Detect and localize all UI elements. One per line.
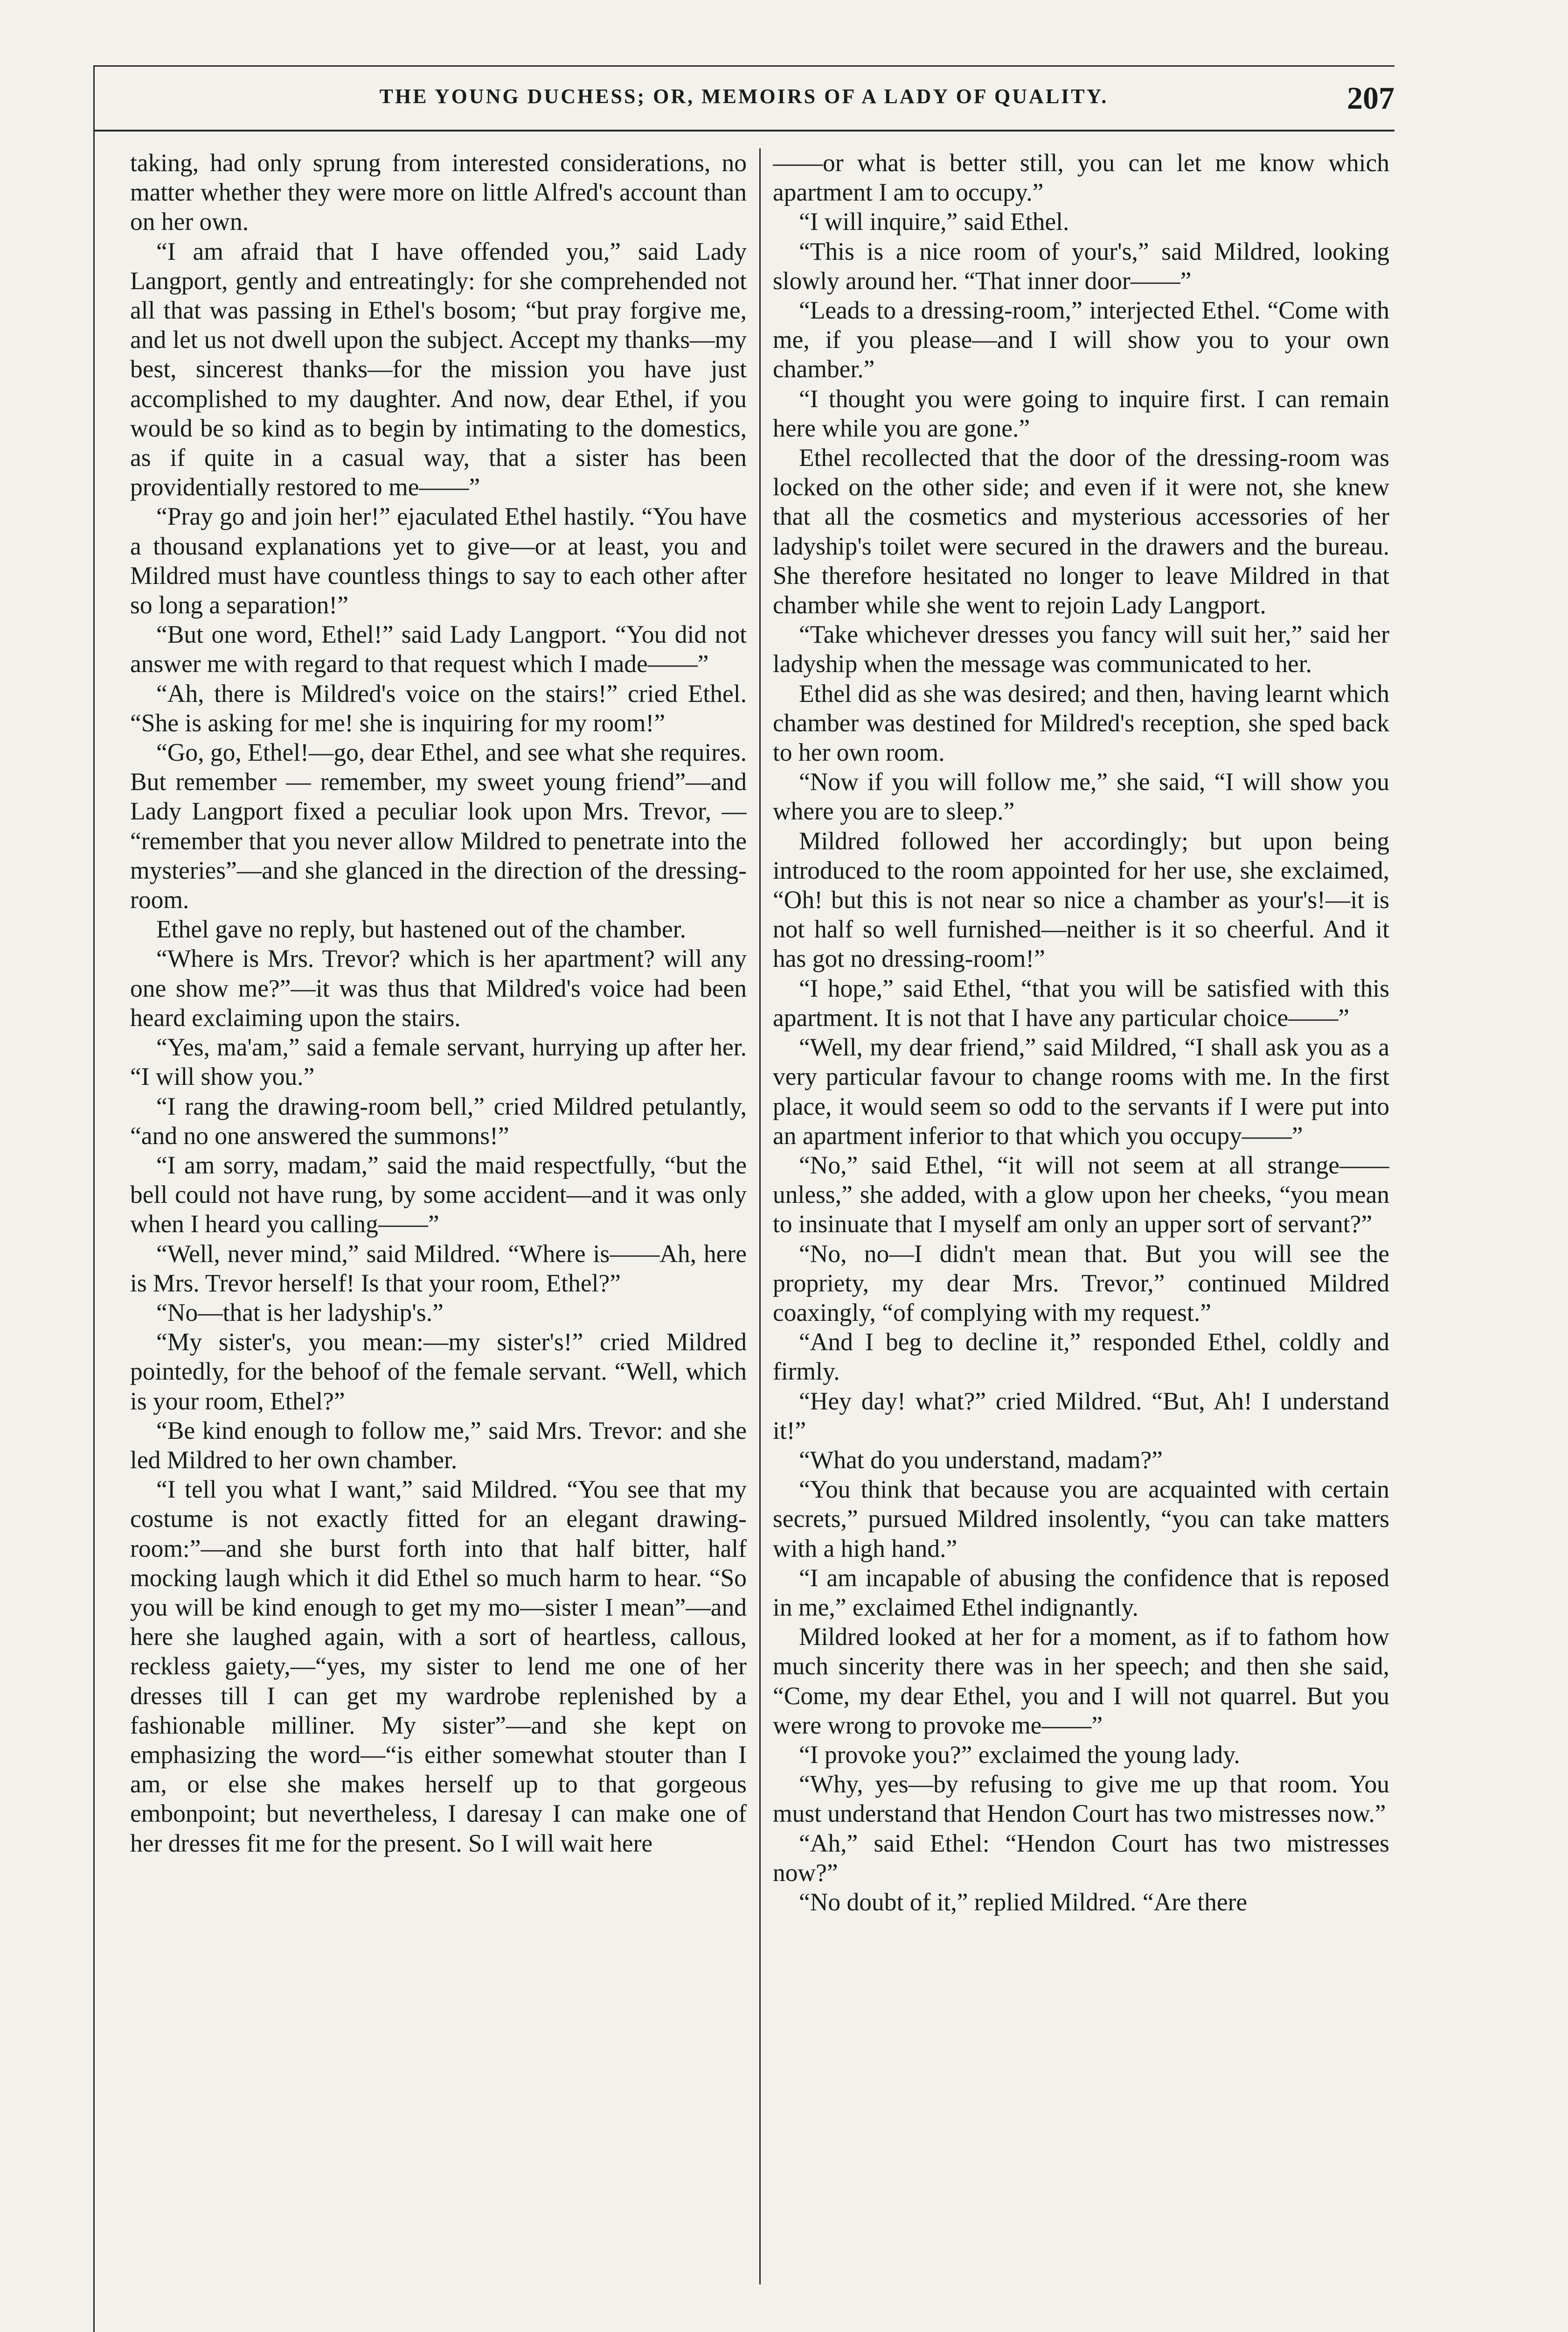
paragraph: “I am afraid that I have offended you,” said Lady Langport, gently and entreatingly: for she comprehended not all that was passing in Ethel's bosom; “but pray forgive me, and let us not dwell upon the subject. Accept my thanks—my best, sincerest thanks—for the mission you have just accomplished to my daughter. And now, dear Ethel, if you would be so kind as to begin by intimating to the domestics, as if quite in a casual way, that a sister has been providentially restored to me——” bbox=[130, 237, 747, 501]
paragraph: “I tell you what I want,” said Mildred. “You see that my costume is not exactly fitted for an elegant drawing-room:”—and she burst forth into that half bitter, half mocking laugh which it did Ethel so much harm to hear. “So you will be kind enough to get my mo—sister I mean”—and here she laughed again, with a sort of heartless, callous, reckless gaiety,—“yes, my sister to lend me one of her dresses till I can get my wardrobe replenished by a fashionable milliner. My sister”—and she kept on emphasizing the word—“is either somewhat stouter than I am, or else she makes herself up to that gorgeous embonpoint; but nevertheless, I daresay I can make one of her dresses fit me for the present. So I will wait here bbox=[130, 1475, 747, 1857]
paragraph: “No—that is her ladyship's.” bbox=[156, 1298, 444, 1326]
paragraph: “I hope,” said Ethel, “that you will be satisfied with this apartment. It is not that I have any particular choice——” bbox=[773, 974, 1389, 1032]
paragraph: Ethel gave no reply, but hastened out of the chamber. bbox=[156, 915, 687, 944]
paragraph: Ethel recollected that the door of the dressing-room was locked on the other side; and even if it were not, she knew that all the cosmetics and mysterious accessories of her ladyship's toilet were secured in the drawers and the bureau. She therefore hesitated no longer to leave Mildred in that chamber while she went to rejoin Lady Langport. bbox=[773, 444, 1389, 619]
paragraph: “Ah,” said Ethel: “Hendon Court has two mistresses now?” bbox=[773, 1829, 1389, 1887]
paragraph: “You think that because you are acquainted with certain secrets,” pursued Mildred insolently, “you can take matters with a high hand.” bbox=[773, 1475, 1389, 1562]
paragraph: “And I beg to decline it,” responded Ethel, coldly and firmly. bbox=[773, 1328, 1389, 1386]
header-rule bbox=[93, 130, 1395, 132]
paragraph: “I provoke you?” exclaimed the young lady. bbox=[799, 1740, 1240, 1769]
paragraph: “I thought you were going to inquire first. I can remain here while you are gone.” bbox=[773, 384, 1389, 442]
paragraph: “Go, go, Ethel!—go, dear Ethel, and see what she requires. But remember — remember, my sweet young friend”—and Lady Langport fixed a peculiar look upon Mrs. Trevor, — “remember that you never allow Mildred to penetrate into the mysteries”—and she glanced in the direction of the dressing-room. bbox=[130, 738, 747, 914]
paragraph: “Yes, ma'am,” said a female servant, hurrying up after her. “I will show you.” bbox=[130, 1033, 747, 1091]
paragraph: Mildred looked at her for a moment, as if to fathom how much sincerity there was in her speech; and then she said, “Come, my dear Ethel, you and I will not quarrel. But you were wrong to provoke me——” bbox=[773, 1623, 1389, 1739]
paragraph: “Well, my dear friend,” said Mildred, “I shall ask you as a very particular favour to change rooms with me. In the first place, it would seem so odd to the servants if I were put into an apartment inferior to that which you occupy——” bbox=[773, 1033, 1389, 1150]
paragraph: Ethel did as she was desired; and then, having learnt which chamber was destined for Mildred's reception, she sped back to her own room. bbox=[773, 679, 1389, 767]
paragraph: taking, had only sprung from interested considerations, no matter whether they were more on little Alfred's account than on her own. bbox=[130, 149, 747, 236]
running-header bbox=[93, 82, 1395, 124]
paragraph: “I rang the drawing-room bell,” cried Mildred petulantly, “and no one answered the summons!” bbox=[130, 1092, 747, 1150]
paragraph: Mildred followed her accordingly; but upon being introduced to the room appointed for her use, she exclaimed, “Oh! but this is not near so nice a chamber as your's!—it is not half so well furnished—neither is it so cheerful. And it has got no dressing-room!” bbox=[773, 826, 1389, 973]
top-rule bbox=[93, 65, 1395, 67]
left-column bbox=[130, 148, 747, 2284]
running-title: THE YOUNG DUCHESS; OR, MEMOIRS OF A LADY OF QUALITY. bbox=[379, 85, 1109, 108]
paragraph: “I am incapable of abusing the confidence that is reposed in me,” exclaimed Ethel indignantly. bbox=[773, 1563, 1389, 1621]
right-column bbox=[773, 148, 1389, 2284]
page-number: 207 bbox=[1347, 80, 1395, 116]
paragraph: ——or what is better still, you can let me know which apartment I am to occupy.” bbox=[773, 149, 1389, 207]
column-divider bbox=[759, 148, 761, 2284]
paragraph: “No doubt of it,” replied Mildred. “Are there bbox=[799, 1888, 1248, 1916]
paragraph: “Leads to a dressing-room,” interjected Ethel. “Come with me, if you please—and I will show you to your own chamber.” bbox=[773, 296, 1389, 383]
paragraph: “I am sorry, madam,” said the maid respectfully, “but the bell could not have rung, by some accident—and it was only when I heard you calling——” bbox=[130, 1151, 747, 1238]
paragraph: “Hey day! what?” cried Mildred. “But, Ah! I understand it!” bbox=[773, 1387, 1389, 1444]
paragraph: “Well, never mind,” said Mildred. “Where is——Ah, here is Mrs. Trevor herself! Is that your room, Ethel?” bbox=[130, 1239, 747, 1297]
paragraph: “Take whichever dresses you fancy will suit her,” said her ladyship when the message was communicated to her. bbox=[773, 620, 1389, 678]
paragraph: “What do you understand, madam?” bbox=[799, 1445, 1163, 1474]
paragraph: “Pray go and join her!” ejaculated Ethel hastily. “You have a thousand explanations yet to give—or at least, you and Mildred must have countless things to say to each other after so long a separation!” bbox=[130, 502, 747, 619]
paragraph: “But one word, Ethel!” said Lady Langport. “You did not answer me with regard to that request which I made——” bbox=[130, 620, 747, 678]
paragraph: “Why, yes—by refusing to give me up that room. You must understand that Hendon Court has two mistresses now.” bbox=[773, 1770, 1389, 1828]
paragraph: “My sister's, you mean:—my sister's!” cried Mildred pointedly, for the behoof of the female servant. “Well, which is your room, Ethel?” bbox=[130, 1328, 747, 1415]
paragraph: “Ah, there is Mildred's voice on the stairs!” cried Ethel. “She is asking for me! she is inquiring for my room!” bbox=[130, 679, 747, 737]
paragraph: “No,” said Ethel, “it will not seem at all strange——unless,” she added, with a glow upon her cheeks, “you mean to insinuate that I myself am only an upper sort of servant?” bbox=[773, 1151, 1389, 1238]
left-border bbox=[93, 65, 95, 2332]
paragraph: “This is a nice room of your's,” said Mildred, looking slowly around her. “That inner door——” bbox=[773, 237, 1389, 295]
paragraph: “Be kind enough to follow me,” said Mrs. Trevor: and she led Mildred to her own chamber. bbox=[130, 1416, 747, 1474]
paragraph: “Where is Mrs. Trevor? which is her apartment? will any one show me?”—it was thus that Mildred's voice had been heard exclaiming upon the stairs. bbox=[130, 944, 747, 1032]
paragraph: “Now if you will follow me,” she said, “I will show you where you are to sleep.” bbox=[773, 768, 1389, 826]
paragraph: “No, no—I didn't mean that. But you will see the propriety, my dear Mrs. Trevor,” continued Mildred coaxingly, “of complying with my request.” bbox=[773, 1239, 1389, 1326]
paragraph: “I will inquire,” said Ethel. bbox=[799, 208, 1069, 236]
